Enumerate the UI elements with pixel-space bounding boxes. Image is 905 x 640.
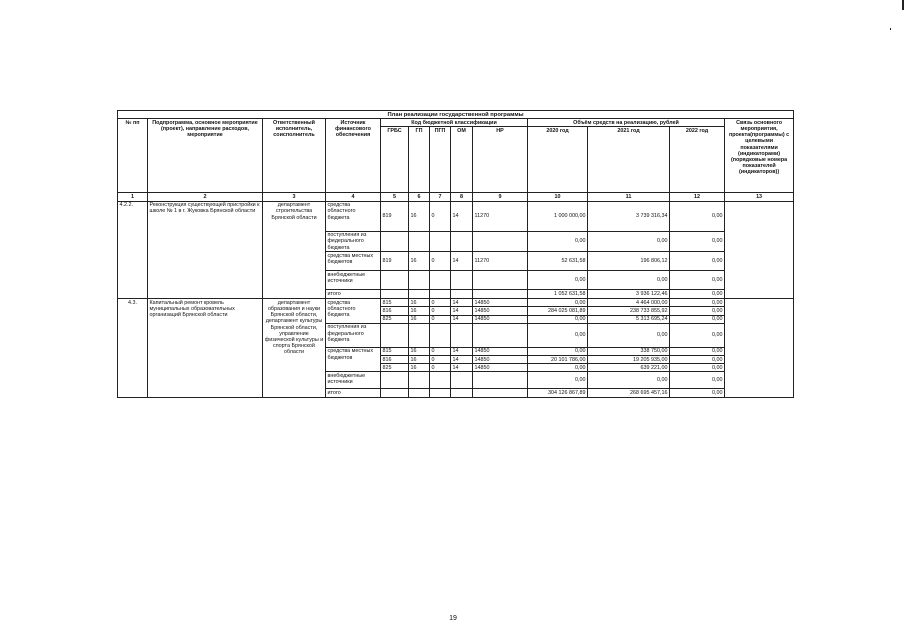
code-nr: 11270 (473, 201, 528, 231)
indicator-link-cell (725, 299, 794, 397)
amount-y2021: 19 205 935,00 (588, 356, 670, 364)
column-number: 4 (326, 193, 381, 201)
code-pgp (430, 271, 451, 290)
header-grbs: ГРБС (381, 127, 409, 193)
header-link: Связь основного мероприятия, проекта(программы) с целевыми показателями (индикаторами) (порядковые номера показателей (индикаторов)) (725, 119, 794, 193)
program-plan-table (117, 110, 794, 398)
amount-y2022: 0,00 (670, 299, 725, 307)
code-gp: 16 (409, 347, 430, 355)
amount-y2021: 4 464 000,00 (588, 299, 670, 307)
amount-y2021: 0,00 (588, 231, 670, 252)
header-pgp: ПГП (430, 127, 451, 193)
code-nr: 14850 (473, 307, 528, 315)
code-gp: 16 (409, 307, 430, 315)
amount-y2022: 0,00 (670, 372, 725, 389)
code-gp (409, 290, 430, 299)
code-cell (473, 323, 528, 347)
table-caption: План реализации государственной программы (118, 111, 794, 119)
amount-y2022: 0,00 (670, 315, 725, 323)
column-number: 11 (588, 193, 670, 201)
source-cell: средства местных бюджетов (326, 252, 381, 271)
header-subprogram: Подпрограмма, основное мероприятие (проект), направление расходов, мероприятие (148, 119, 263, 193)
header-executor: Ответственный исполнитель, соисполнитель (263, 119, 326, 193)
item-name: Реконструкция существующей пристройки к школе № 1 в г. Жуковка Брянской области (148, 201, 263, 299)
code-cell (451, 323, 473, 347)
amount-y2020: 0,00 (528, 347, 588, 355)
column-number: 10 (528, 193, 588, 201)
code-om: 14 (451, 347, 473, 355)
item-name: Капитальный ремонт кровель муниципальных образовательных организаций Брянской области (148, 299, 263, 397)
header-code-group: Код бюджетной классификации (381, 119, 528, 127)
code-pgp: 0 (430, 315, 451, 323)
amount-y2020: 0,00 (528, 315, 588, 323)
code-gp (409, 271, 430, 290)
code-gp: 16 (409, 299, 430, 307)
code-grbs (381, 271, 409, 290)
data-row (118, 201, 794, 231)
amount-y2021: 5 313 695,24 (588, 315, 670, 323)
header-y2022: 2022 год (670, 127, 725, 193)
code-gp: 16 (409, 364, 430, 372)
column-number: 5 (381, 193, 409, 201)
code-gp: 16 (409, 201, 430, 231)
amount-y2022: 0,00 (670, 231, 725, 252)
amount-y2022: 0,00 (670, 201, 725, 231)
source-cell: внебюджетные источники (326, 372, 381, 389)
column-number: 1 (118, 193, 148, 201)
code-cell (473, 372, 528, 389)
column-number: 3 (263, 193, 326, 201)
amount-y2020: 0,00 (528, 323, 588, 347)
amount-y2021: 0,00 (588, 372, 670, 389)
column-numbers-row (118, 193, 794, 201)
header-row (118, 119, 794, 127)
source-cell: поступления из федерального бюджета (326, 231, 381, 252)
code-cell (409, 389, 430, 397)
source-cell: итого (326, 389, 381, 397)
column-number: 8 (451, 193, 473, 201)
column-number: 9 (473, 193, 528, 201)
code-om: 14 (451, 315, 473, 323)
source-cell: итого (326, 290, 381, 299)
amount-y2021: 0,00 (588, 271, 670, 290)
code-cell (381, 323, 409, 347)
code-cell (473, 389, 528, 397)
code-gp (409, 231, 430, 252)
column-number: 6 (409, 193, 430, 201)
code-cell (381, 372, 409, 389)
code-cell (451, 389, 473, 397)
code-om: 14 (451, 307, 473, 315)
source-cell: средства областного бюджета (326, 201, 381, 231)
code-pgp (430, 231, 451, 252)
code-pgp: 0 (430, 347, 451, 355)
amount-y2020: 0,00 (528, 231, 588, 252)
code-pgp: 0 (430, 252, 451, 271)
header-no: № пп (118, 119, 148, 193)
amount-y2020: 284 025 081,89 (528, 307, 588, 315)
amount-y2021: 0,00 (588, 323, 670, 347)
header-nr: НР (473, 127, 528, 193)
amount-y2021: 268 695 457,16 (588, 389, 670, 397)
page-number: 19 (449, 615, 457, 622)
code-pgp: 0 (430, 299, 451, 307)
code-om: 14 (451, 299, 473, 307)
data-row (118, 299, 794, 307)
amount-y2021: 338 750,00 (588, 347, 670, 355)
amount-y2022: 0,00 (670, 271, 725, 290)
code-nr: 14850 (473, 299, 528, 307)
scan-speck (890, 28, 891, 30)
code-om (451, 290, 473, 299)
code-grbs: 815 (381, 299, 409, 307)
code-cell (409, 323, 430, 347)
item-number: 4.2.2. (118, 201, 148, 299)
amount-y2020: 52 631,58 (528, 252, 588, 271)
amount-y2021: 238 733 855,92 (588, 307, 670, 315)
amount-y2021: 3 739 316,34 (588, 201, 670, 231)
code-cell (430, 372, 451, 389)
amount-y2020: 0,00 (528, 364, 588, 372)
code-om (451, 271, 473, 290)
code-grbs: 816 (381, 307, 409, 315)
header-y2020: 2020 год (528, 127, 588, 193)
code-nr: 14850 (473, 347, 528, 355)
code-nr (473, 290, 528, 299)
code-grbs: 815 (381, 347, 409, 355)
amount-y2021: 3 936 122,46 (588, 290, 670, 299)
code-nr: 11270 (473, 252, 528, 271)
code-nr: 14850 (473, 364, 528, 372)
code-gp: 16 (409, 252, 430, 271)
header-gp: ГП (409, 127, 430, 193)
amount-y2022: 0,00 (670, 356, 725, 364)
code-gp: 16 (409, 356, 430, 364)
indicator-link-cell (725, 201, 794, 299)
scan-edge-mark (902, 0, 904, 10)
caption-row (118, 111, 794, 119)
code-pgp: 0 (430, 307, 451, 315)
column-number: 13 (725, 193, 794, 201)
code-nr (473, 231, 528, 252)
item-executor: департамент строительства Брянской области (263, 201, 326, 299)
amount-y2022: 0,00 (670, 323, 725, 347)
header-sources: Источник финансового обеспечения (326, 119, 381, 193)
code-pgp: 0 (430, 201, 451, 231)
amount-y2020: 304 126 867,89 (528, 389, 588, 397)
code-grbs: 819 (381, 201, 409, 231)
column-number: 2 (148, 193, 263, 201)
amount-y2022: 0,00 (670, 389, 725, 397)
code-cell (430, 323, 451, 347)
header-volume-group: Объём средств на реализацию, рублей (528, 119, 725, 127)
amount-y2020: 1 000 000,00 (528, 201, 588, 231)
code-om: 14 (451, 364, 473, 372)
code-om: 14 (451, 252, 473, 271)
amount-y2020: 1 052 631,58 (528, 290, 588, 299)
code-pgp (430, 290, 451, 299)
amount-y2022: 0,00 (670, 307, 725, 315)
code-grbs: 825 (381, 364, 409, 372)
code-om: 14 (451, 356, 473, 364)
code-pgp: 0 (430, 364, 451, 372)
code-grbs: 825 (381, 315, 409, 323)
column-number: 12 (670, 193, 725, 201)
code-cell (451, 372, 473, 389)
code-om (451, 231, 473, 252)
item-executor: департамент образования и науки Брянской области, департамент культуры Брянской области, управление физической культуры и спорта Брянской области (263, 299, 326, 397)
code-pgp: 0 (430, 356, 451, 364)
amount-y2020: 20 101 786,00 (528, 356, 588, 364)
code-gp: 16 (409, 315, 430, 323)
amount-y2022: 0,00 (670, 290, 725, 299)
code-grbs (381, 290, 409, 299)
column-number: 7 (430, 193, 451, 201)
code-om: 14 (451, 201, 473, 231)
source-cell: внебюджетные источники (326, 271, 381, 290)
amount-y2021: 639 221,00 (588, 364, 670, 372)
code-cell (430, 389, 451, 397)
header-y2021: 2021 год (588, 127, 670, 193)
code-grbs (381, 231, 409, 252)
header-om: ОМ (451, 127, 473, 193)
amount-y2020: 0,00 (528, 299, 588, 307)
item-number: 4.3. (118, 299, 148, 397)
amount-y2022: 0,00 (670, 364, 725, 372)
code-cell (409, 372, 430, 389)
source-cell: средства местных бюджетов (326, 347, 381, 372)
amount-y2022: 0,00 (670, 347, 725, 355)
amount-y2020: 0,00 (528, 372, 588, 389)
source-cell: средства областного бюджета (326, 299, 381, 324)
code-grbs: 819 (381, 252, 409, 271)
amount-y2022: 0,00 (670, 252, 725, 271)
code-cell (381, 389, 409, 397)
source-cell: поступления из федерального бюджета (326, 323, 381, 347)
code-nr: 14850 (473, 356, 528, 364)
code-grbs: 816 (381, 356, 409, 364)
code-nr (473, 271, 528, 290)
amount-y2021: 196 806,12 (588, 252, 670, 271)
code-nr: 14850 (473, 315, 528, 323)
amount-y2020: 0,00 (528, 271, 588, 290)
